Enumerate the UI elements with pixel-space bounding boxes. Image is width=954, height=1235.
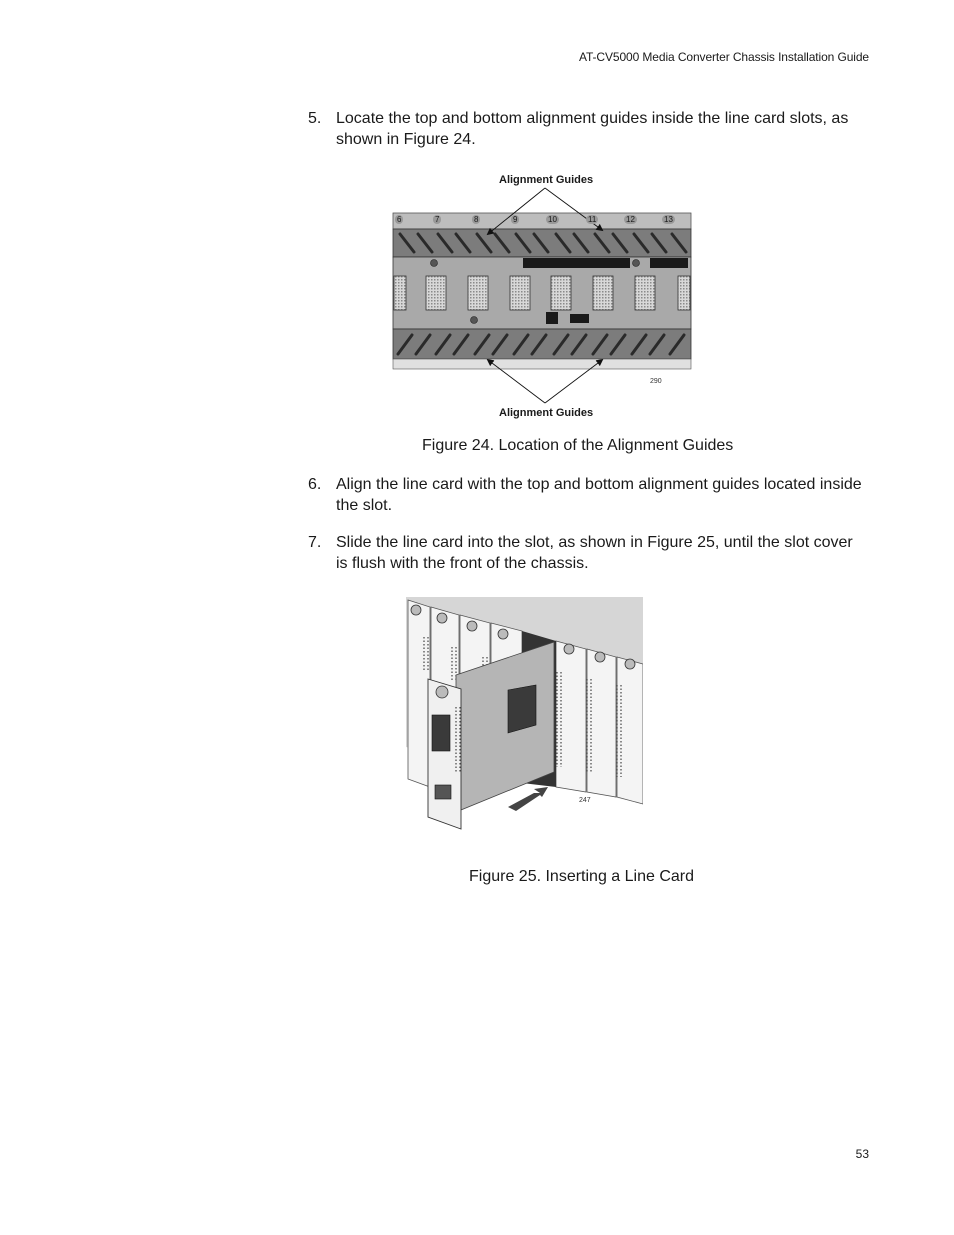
slot-number: 13 (664, 215, 673, 224)
figure-id: 247 (579, 797, 591, 804)
page-number: 53 (855, 1147, 869, 1161)
figure-id: 290 (650, 378, 662, 385)
chassis-slot-illustration (380, 168, 710, 428)
step-text: Locate the top and bottom alignment guides inside the line card slots, as shown in Figure 24. (336, 110, 849, 148)
running-header: AT-CV5000 Media Converter Chassis Installation Guide (578, 50, 869, 64)
step-number: 6. (308, 476, 322, 493)
slot-number: 12 (626, 215, 635, 224)
line-card-insertion-illustration (406, 597, 643, 830)
top-alignment-guides-label: Alignment Guides (499, 174, 594, 186)
slot-number: 7 (435, 215, 440, 224)
figure-24-caption: Figure 24. Location of the Alignment Guides (422, 437, 734, 454)
figure-24-alignment-guides (380, 168, 710, 428)
slot-number: 10 (548, 215, 557, 224)
step-number: 5. (308, 110, 322, 127)
slot-number: 9 (513, 215, 518, 224)
step-text: Align the line card with the top and bottom alignment guides located inside the slot. (336, 476, 862, 514)
slot-number: 6 (397, 215, 402, 224)
slot-number: 8 (474, 215, 479, 224)
step-text: Slide the line card into the slot, as shown in Figure 25, until the slot cover is flush with the front of the chassis. (336, 534, 853, 572)
bottom-alignment-guides-label: Alignment Guides (499, 407, 594, 419)
slot-number-row (393, 215, 691, 227)
step-number: 7. (308, 534, 322, 551)
figure-25-caption: Figure 25. Inserting a Line Card (469, 868, 695, 885)
slot-number: 11 (588, 215, 597, 224)
figure-25-inserting-line-card (406, 597, 643, 830)
